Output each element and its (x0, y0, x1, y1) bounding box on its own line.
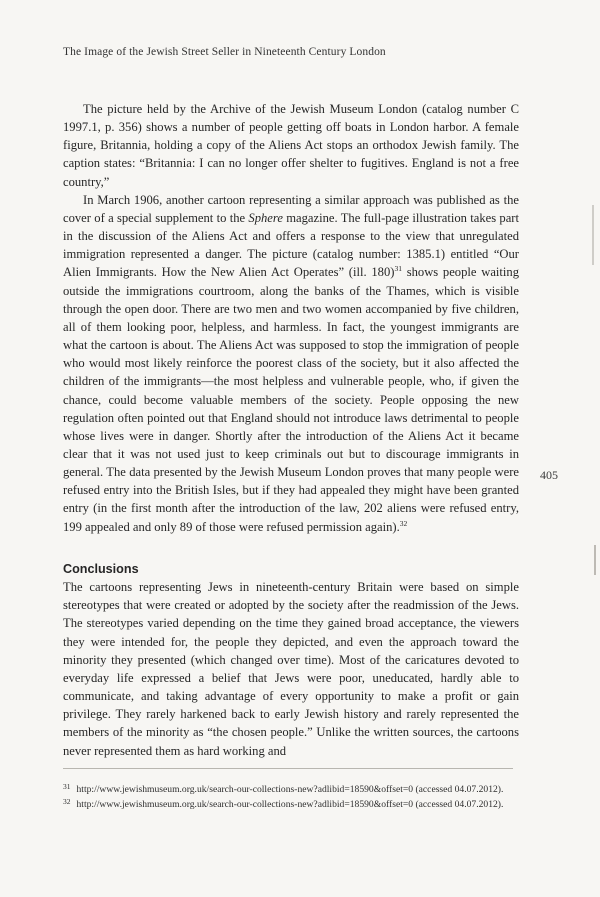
paragraph-2 (63, 191, 519, 536)
footnote-number: 31 (63, 782, 71, 791)
paragraph-2-part-a: In March 1906, another cartoon representing a similar approach was published as the cover of a special supplement to the (63, 192, 519, 225)
paragraph-1: The picture held by the Archive of the Jewish Museum London (catalog number C 1997.1, p. 356) shows a number of people getting off boats in London harbor. A female figure, Britannia, holding a copy of the Aliens Act stops an orthodox Jewish family. The caption states: “Britannia: I can no longer offer shelter to fugitives. England is not a free country,” (63, 102, 519, 189)
body-text (63, 100, 519, 536)
conclusions-heading: Conclusions (63, 562, 139, 576)
footnote-text: http://www.jewishmuseum.org.uk/search-our-collections-new?adlibid=18590&offset=0 (accessed 04.07.2012). (76, 784, 504, 795)
footnotes (63, 783, 518, 813)
footnote-divider (63, 768, 513, 769)
magazine-title: Sphere (248, 210, 283, 225)
footnote-ref-31: 31 (394, 264, 402, 274)
paragraph-2-part-b: magazine. The full-page illustration takes part in the discussion of the Aliens Act and offers a response to the view that unregulated immigration represented a danger. The picture (catalog number: 1385.1) entitled “Our Alien Immigrants. How the New Alien Act Operates” (ill. 180) (63, 210, 519, 280)
page-edge-mark (594, 545, 596, 575)
footnote (63, 783, 518, 796)
page-edge-mark (592, 205, 594, 265)
running-head: The Image of the Jewish Street Seller in Nineteenth Century London (63, 46, 386, 58)
page-number: 405 (540, 468, 558, 482)
conclusions-section (63, 560, 519, 760)
footnote (63, 798, 518, 811)
footnote-number: 32 (63, 797, 71, 806)
paragraph-2-part-c: shows people waiting outside the immigrations courtroom, along the banks of the Thames, which is visible through the open door. There are two men and two women accompanied by five children, all of them looking poor, helpless, and harmless. In fact, the youngest immigrants are what the cartoon is about. The Aliens Act was supposed to stop the immigration of people who would most likely reinforce the poorest class of the society, but it also affected the children of the immigrants—the most helpless and vulnerable people, who, if given the chance, could become valuable members of the society. People opposing the new regulation often pointed out that England should not introduce laws detrimental to people whose lives were in danger. Shortly after the introduction of the Aliens Act it became clear that it was not used just to keep criminals out but to discourage immigrants in general. The data presented by the Jewish Museum London proves that many people were refused entry into the British Isles, but if they had appealed they might have been granted entry (in the first month after the introduction of the law, 202 aliens were refused entry, 199 appealed and only 89 of those were refused permission again). (63, 265, 519, 534)
footnote-ref-32: 32 (399, 518, 408, 528)
footnote-text: http://www.jewishmuseum.org.uk/search-our-collections-new?adlibid=18590&offset=0 (accessed 04.07.2012). (76, 799, 504, 810)
conclusions-text: The cartoons representing Jews in nineteenth-century Britain were based on simple stereotypes that were created or adopted by the society after the readmission of the Jews. The stereotypes varied depending on the time they gained broad acceptance, the viewers they were intended for, the people they depicted, and even the approach toward the minority they presented (which changed over time). Most of the caricatures devoted to everyday life expressed a belief that Jews were poor, uneducated, hardly able to communicate, and taking advantage of every opportunity to make a profit or gain privilege. They rarely harkened back to early Jewish history and rarely represented the members of the minority as “the chosen people.” Unlike the written sources, the cartoons never represented them as hard working and (63, 580, 519, 758)
